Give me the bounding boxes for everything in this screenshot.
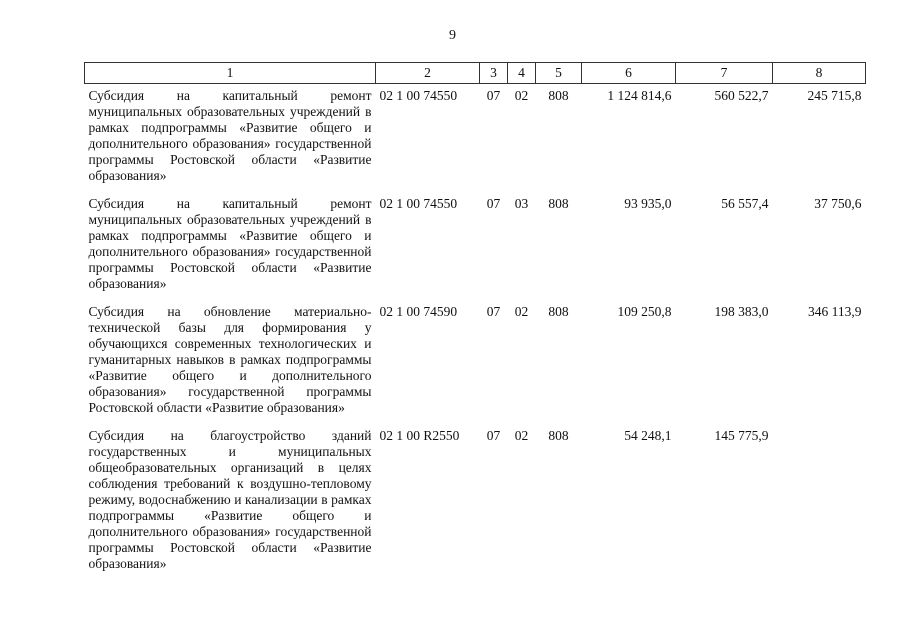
section-code: 07 bbox=[486, 196, 501, 211]
subsidy-description: Субсидия на капитальный ремонт муниципальных образовательных учреждений в рамках подпрограммы «Развитие общего и дополнительного образования» государственной программы Ростовской области «Развитие образования» bbox=[88, 196, 372, 291]
amount-column-8: 346 113,9 bbox=[808, 304, 862, 319]
amount-column-8: 37 750,6 bbox=[814, 196, 862, 211]
expense-type-code: 808 bbox=[548, 428, 569, 443]
subsidy-description: Субсидия на обновление материально-технической базы для формирования у обучающихся современных технологических и гуманитарных навыков в рамках подпрограммы «Развитие общего и дополнительного образования» государственной программы Ростовской области «Развитие образования» bbox=[88, 304, 372, 415]
subsection-code: 02 bbox=[514, 88, 529, 103]
subsection-code: 03 bbox=[514, 196, 529, 211]
subsidy-description: Субсидия на благоустройство зданий государственных и муниципальных общеобразовательных организаций в целях соблюдения требований к воздушно-тепловому режиму, водоснабжению и канализации в рамках подпрограммы «Развитие общего и дополнительного образования» государственной программы Ростовской области «Развитие образования» bbox=[88, 428, 372, 571]
column-header: 3 bbox=[480, 63, 508, 84]
header-row bbox=[85, 63, 866, 84]
page-number: 9 bbox=[449, 28, 456, 43]
table-row bbox=[85, 424, 866, 580]
target-code: 02 1 00 R2550 bbox=[379, 428, 460, 443]
expense-type-code: 808 bbox=[548, 304, 569, 319]
amount-column-6: 93 935,0 bbox=[624, 196, 672, 211]
section-code: 07 bbox=[486, 428, 501, 443]
section-code: 07 bbox=[486, 88, 501, 103]
expense-type-code: 808 bbox=[548, 88, 569, 103]
table-row bbox=[85, 300, 866, 424]
target-code: 02 1 00 74550 bbox=[379, 88, 458, 103]
expense-type-code: 808 bbox=[548, 196, 569, 211]
column-header: 2 bbox=[376, 63, 480, 84]
column-header: 8 bbox=[773, 63, 866, 84]
amount-column-7: 560 522,7 bbox=[714, 88, 769, 103]
column-header: 4 bbox=[508, 63, 536, 84]
table-row bbox=[85, 84, 866, 193]
budget-table bbox=[84, 62, 866, 580]
target-code: 02 1 00 74590 bbox=[379, 304, 458, 319]
subsidy-description: Субсидия на капитальный ремонт муниципальных образовательных учреждений в рамках подпрограммы «Развитие общего и дополнительного образования» государственной программы Ростовской области «Развитие образования» bbox=[88, 88, 372, 183]
column-header: 1 bbox=[85, 63, 376, 84]
amount-column-7: 145 775,9 bbox=[714, 428, 769, 443]
amount-column-8: 245 715,8 bbox=[807, 88, 862, 103]
section-code: 07 bbox=[486, 304, 501, 319]
subsection-code: 02 bbox=[514, 304, 529, 319]
target-code: 02 1 00 74550 bbox=[379, 196, 458, 211]
subsection-code: 02 bbox=[514, 428, 529, 443]
amount-column-6: 54 248,1 bbox=[624, 428, 672, 443]
table-row bbox=[85, 192, 866, 300]
amount-column-7: 56 557,4 bbox=[721, 196, 769, 211]
column-header: 6 bbox=[582, 63, 676, 84]
amount-column-6: 109 250,8 bbox=[617, 304, 672, 319]
amount-column-8 bbox=[773, 424, 866, 580]
amount-column-6: 1 124 814,6 bbox=[607, 88, 672, 103]
amount-column-7: 198 383,0 bbox=[714, 304, 769, 319]
column-header: 5 bbox=[536, 63, 582, 84]
column-header: 7 bbox=[676, 63, 773, 84]
